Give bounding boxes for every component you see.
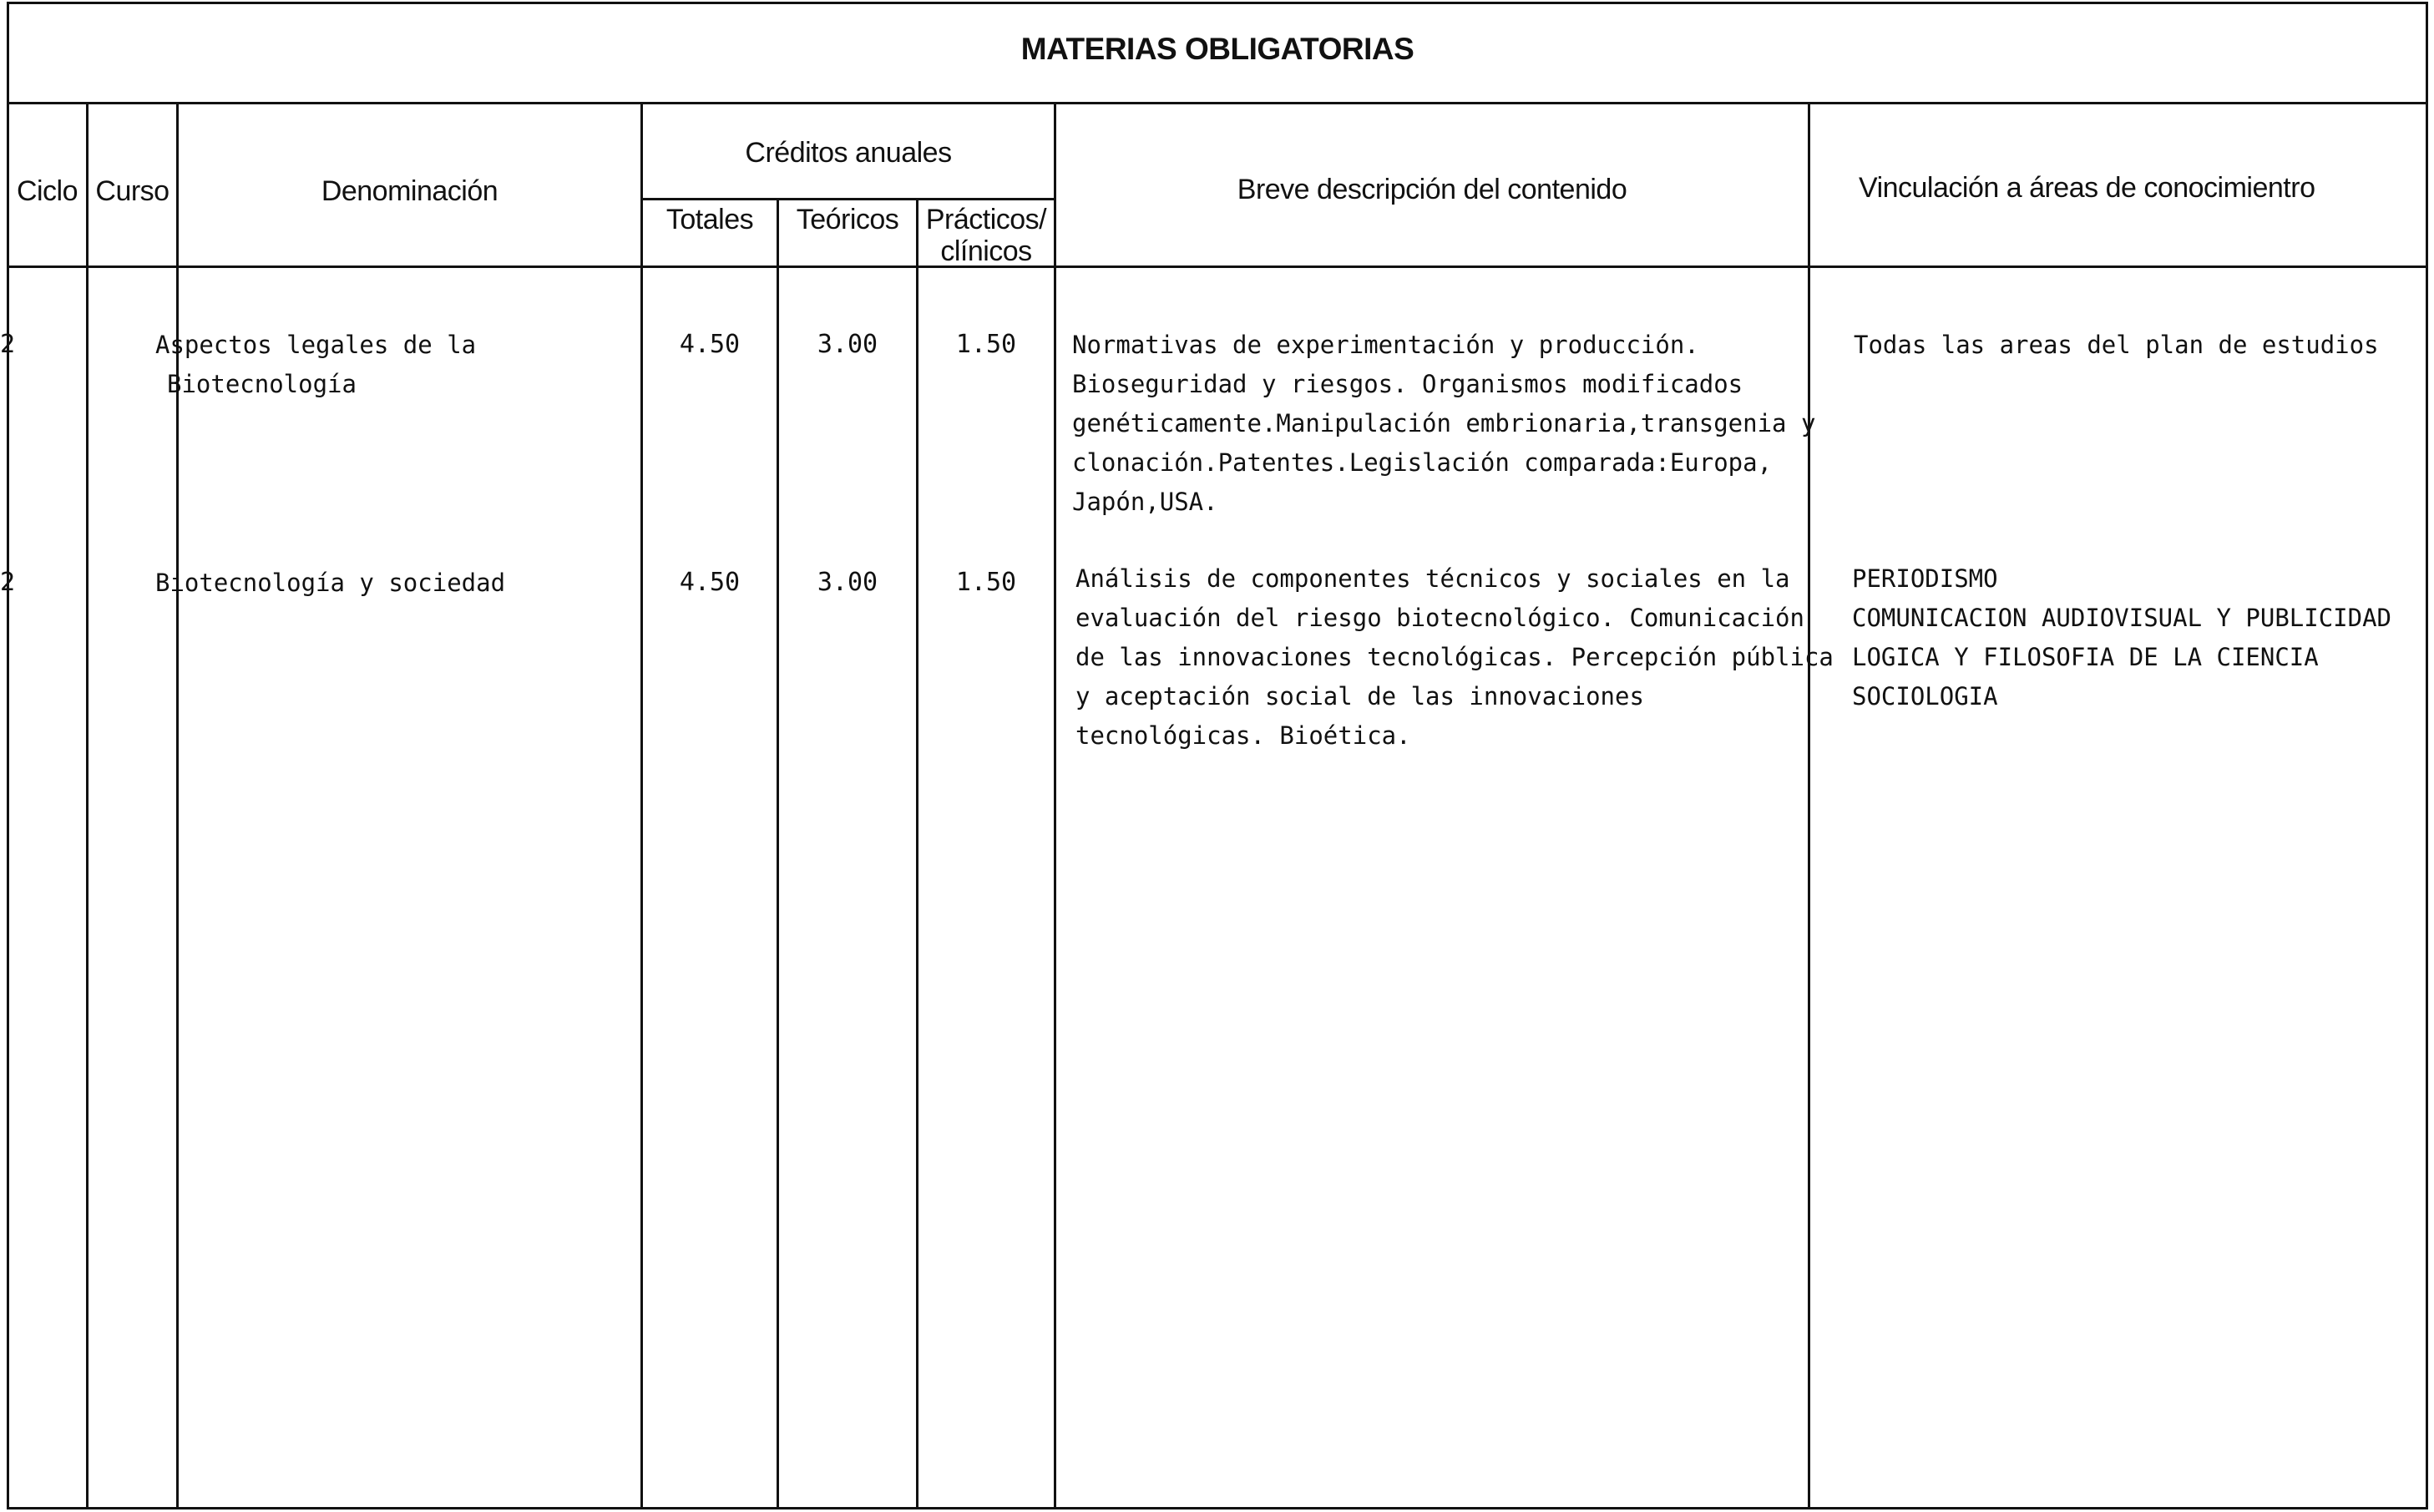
row-1-teoricos: 3.00 <box>817 330 878 359</box>
row-1-practicos: 1.50 <box>955 330 1017 359</box>
row-2-teoricos: 3.00 <box>817 568 878 597</box>
row-2-denominacion: Biotecnología y sociedad <box>155 569 506 597</box>
row-1-ciclo: 2 <box>0 330 16 359</box>
row-2-totales: 4.50 <box>679 568 741 597</box>
page-title: MATERIAS OBLIGATORIAS <box>1020 32 1414 66</box>
header-teoricos: Teóricos <box>796 204 899 235</box>
row-1-vinculacion: Todas las areas del plan de estudios <box>1854 331 2379 359</box>
row-2-practicos: 1.50 <box>955 568 1017 597</box>
header-totales: Totales <box>665 204 754 235</box>
row-1-totales: 4.50 <box>679 330 741 359</box>
header-descripcion: Breve descripción del contenido <box>1237 174 1627 205</box>
header-creditos-anuales: Créditos anuales <box>745 137 952 169</box>
header-ciclo: Ciclo <box>16 175 78 207</box>
header-practicos: Prácticos/ <box>925 204 1047 235</box>
row-2-vinculacion: PERIODISMO COMUNICACION AUDIOVISUAL Y PUBLICIDAD LOGICA Y FILOSOFIA DE LA CIENCIA SOCIOLOGIA <box>1852 564 2392 710</box>
header-vinculacion: Vinculación a áreas de conocimientro <box>1859 172 2315 204</box>
header-denominacion: Denominación <box>321 175 498 207</box>
header-curso: Curso <box>95 175 170 207</box>
header-practicos-2: clínicos <box>940 235 1032 267</box>
row-2-ciclo: 2 <box>0 568 16 597</box>
row-1-descripcion: Normativas de experimentación y producción. Bioseguridad y riesgos. Organismos modificados genéticamente.Manipulación embrionaria,transgenia y clonación.Patentes.Legislación comparada:Europa, Japón,USA. <box>1072 331 1816 516</box>
row-1-denominacion: Aspectos legales de la Biotecnología <box>155 331 477 398</box>
row-2-descripcion: Análisis de componentes técnicos y sociales en la evaluación del riesgo biotecnológico. Comunicación de las innovaciones tecnológicas. Percepción pública y aceptación social de las innovaciones tecnológicas. Bioética. <box>1075 564 1834 750</box>
